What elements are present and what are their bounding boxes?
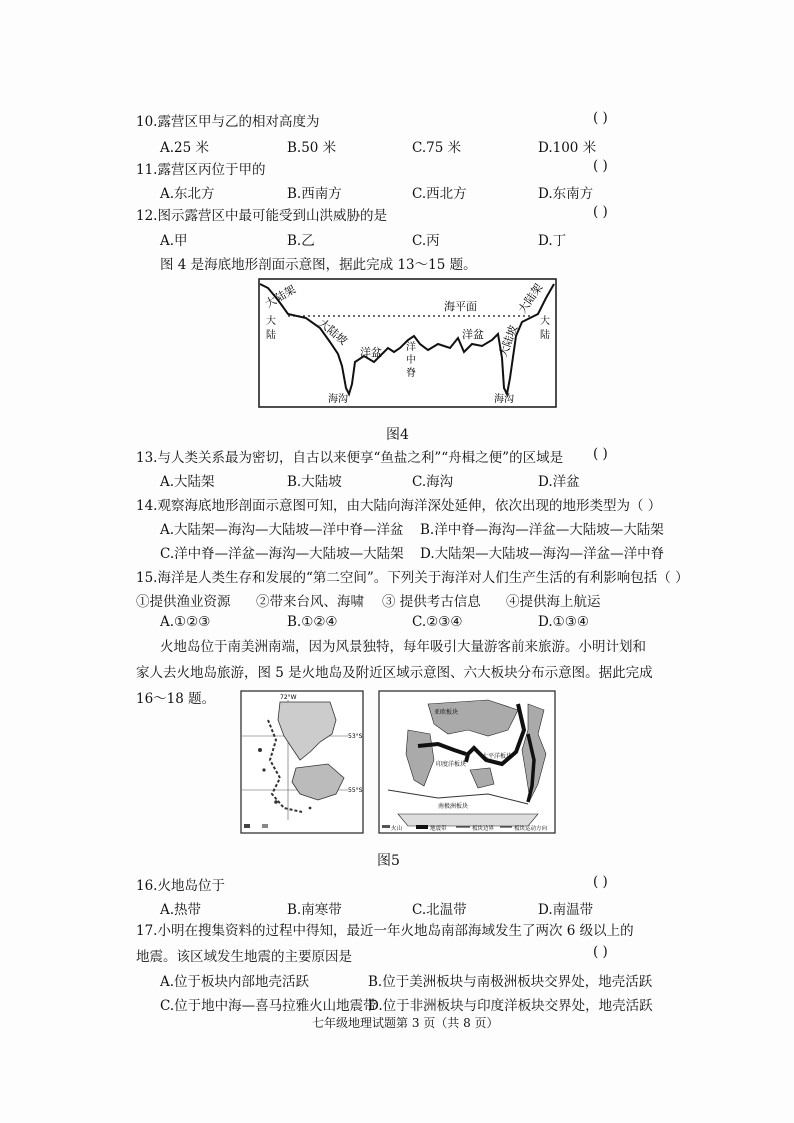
q15-option-a[interactable]: A.①②③ <box>160 614 211 630</box>
label-continent-left-1: 大 <box>266 316 276 327</box>
page-footer: 七年级地理试题第 3 页（共 8 页） <box>312 1016 499 1030</box>
map-a-lon: 72°W <box>280 694 297 701</box>
label-slope-right: 大陆坡 <box>496 323 521 360</box>
label-trench-left: 海沟 <box>328 394 348 405</box>
figure5-intro: 火地岛位于南美洲南端，因为风景独特，每年吸引大量游客前来旅游。小明计划和家人去火地岛旅游，图 5 是火地岛及附近区域示意图、六大板块分布示意图。据此完成 16～18 题。 <box>136 639 653 707</box>
q10-option-d[interactable]: D.100 米 <box>538 140 597 156</box>
q14-option-a[interactable]: A.大陆架—海沟—大陆坡—洋中脊—洋盆 <box>160 522 404 538</box>
q11-option-a[interactable]: A.东北方 <box>160 186 215 202</box>
figure5-plates-map <box>378 690 556 834</box>
label-continent-right-2: 陆 <box>540 330 550 341</box>
q14-option-d[interactable]: D.大陆架—大陆坡—海沟—洋盆—洋中脊 <box>420 546 665 562</box>
q17-option-d[interactable]: D.位于非洲板块与印度洋板块交界处，地壳活跃 <box>368 998 653 1014</box>
q15-stem: 15.海洋是人类生存和发展的“第二空间”。下列关于海洋对人们生产生活的有利影响包括（ ） <box>136 570 689 586</box>
label-ridge-3: 脊 <box>406 368 416 379</box>
q17-answer-paren[interactable]: ( ) <box>593 944 608 960</box>
continent-antarctica <box>398 814 538 826</box>
q12-answer-paren[interactable]: ( ) <box>593 204 608 220</box>
q16-option-b[interactable]: B.南寒带 <box>287 902 342 918</box>
figure5-caption: 图5 <box>377 853 400 869</box>
q10-answer-paren[interactable]: ( ) <box>593 110 608 126</box>
q12-option-c[interactable]: C.丙 <box>412 233 440 249</box>
legend-quake-belt: 地震带 <box>430 826 447 832</box>
q15-option-b[interactable]: B.①②④ <box>287 614 338 630</box>
q13-option-c[interactable]: C.海沟 <box>412 474 454 490</box>
q15-item-4: ④提供海上航运 <box>506 594 601 610</box>
map-a-lat1: 53°S <box>348 733 363 740</box>
q12-option-b[interactable]: B.乙 <box>287 233 315 249</box>
q11-answer-paren[interactable]: ( ) <box>593 158 608 174</box>
figure4-intro: 图 4 是海底地形剖面示意图，据此完成 13～15 题。 <box>160 257 477 273</box>
q16-option-a[interactable]: A.热带 <box>160 902 202 918</box>
label-continent-left-2: 陆 <box>266 330 276 341</box>
q12-stem: 12.图示露营区中最可能受到山洪威胁的是 <box>136 208 387 224</box>
figure5-tierra-del-fuego-map <box>240 690 364 834</box>
map-b-plate2: 太平洋板块 <box>482 753 513 760</box>
label-trench-right: 海沟 <box>494 394 514 405</box>
q16-answer-paren[interactable]: ( ) <box>593 874 608 890</box>
q17-option-b[interactable]: B.位于美洲板块与南极洲板块交界处，地壳活跃 <box>368 974 653 990</box>
q11-option-d[interactable]: D.东南方 <box>538 186 594 202</box>
label-shelf-right: 大陆架 <box>515 281 546 316</box>
q10-option-b[interactable]: B.50 米 <box>287 140 337 156</box>
q10-option-c[interactable]: C.75 米 <box>412 140 462 156</box>
q12-option-d[interactable]: D.丁 <box>538 233 567 249</box>
q17-option-a[interactable]: A.位于板块内部地壳活跃 <box>160 974 310 990</box>
legend-volcano: 火山 <box>391 826 403 832</box>
q16-stem: 16.火地岛位于 <box>136 878 225 894</box>
map-b-plate4: 南极洲板块 <box>438 803 469 810</box>
q15-item-1: ①提供渔业资源 <box>136 594 231 610</box>
q15-item-2: ②带来台风、海啸 <box>256 594 364 610</box>
label-sea-level: 海平面 <box>444 300 477 313</box>
q15-option-d[interactable]: D.①③④ <box>538 614 589 630</box>
q14-option-b[interactable]: B.洋中脊—海沟—洋盆—大陆坡—大陆架 <box>420 522 664 538</box>
map-a-lat2: 55°S <box>348 787 363 794</box>
q14-stem: 14.观察海底地形剖面示意图可知，由大陆向海洋深处延伸，依次出现的地形类型为（ ） <box>136 498 662 514</box>
map-b-plate3: 印度洋板块 <box>436 761 467 768</box>
legend-motion: 板块运动方向 <box>514 826 548 832</box>
q11-stem: 11.露营区丙位于甲的 <box>136 162 266 178</box>
map-b-plate1: 亚欧板块 <box>434 709 459 716</box>
q13-option-d[interactable]: D.洋盆 <box>538 474 580 490</box>
q13-answer-paren[interactable]: ( ) <box>593 446 608 462</box>
label-shelf-left: 大陆架 <box>263 282 299 311</box>
label-basin-right: 洋盆 <box>462 328 484 341</box>
legend-boundary: 板块边界 <box>472 826 495 832</box>
figure4-caption: 图4 <box>386 427 409 443</box>
q13-option-b[interactable]: B.大陆坡 <box>287 474 342 490</box>
q15-item-3: ③ 提供考古信息 <box>382 594 481 610</box>
q15-option-c[interactable]: C.②③④ <box>412 614 463 630</box>
q10-stem: 10.露营区甲与乙的相对高度为 <box>136 114 320 130</box>
q11-option-c[interactable]: C.西北方 <box>412 186 467 202</box>
q11-option-b[interactable]: B.西南方 <box>287 186 342 202</box>
label-slope-left: 大陆坡 <box>316 316 350 348</box>
label-continent-right-1: 大 <box>540 316 550 327</box>
label-ridge-1: 洋 <box>406 342 416 353</box>
q13-option-a[interactable]: A.大陆架 <box>160 474 215 490</box>
q16-option-d[interactable]: D.南温带 <box>538 902 594 918</box>
label-ridge-2: 中 <box>406 355 416 366</box>
q12-option-a[interactable]: A.甲 <box>160 233 188 249</box>
q14-option-c[interactable]: C.洋中脊—洋盆—海沟—大陆坡—大陆架 <box>160 546 404 562</box>
q17-stem: 17.小明在搜集资料的过程中得知，最近一年火地岛南部海域发生了两次 6 级以上的地震。该区域发生地震的主要原因是 <box>136 923 634 965</box>
q13-stem: 13.与人类关系最为密切，自古以来便享“鱼盐之利”“舟楫之便”的区域是 <box>136 450 564 466</box>
figure4-seafloor-profile <box>258 278 558 410</box>
label-basin-left: 洋盆 <box>360 346 382 359</box>
q16-option-c[interactable]: C.北温带 <box>412 902 467 918</box>
q10-option-a[interactable]: A.25 米 <box>160 140 210 156</box>
q17-option-c[interactable]: C.位于地中海—喜马拉雅火山地震带 <box>160 998 377 1014</box>
